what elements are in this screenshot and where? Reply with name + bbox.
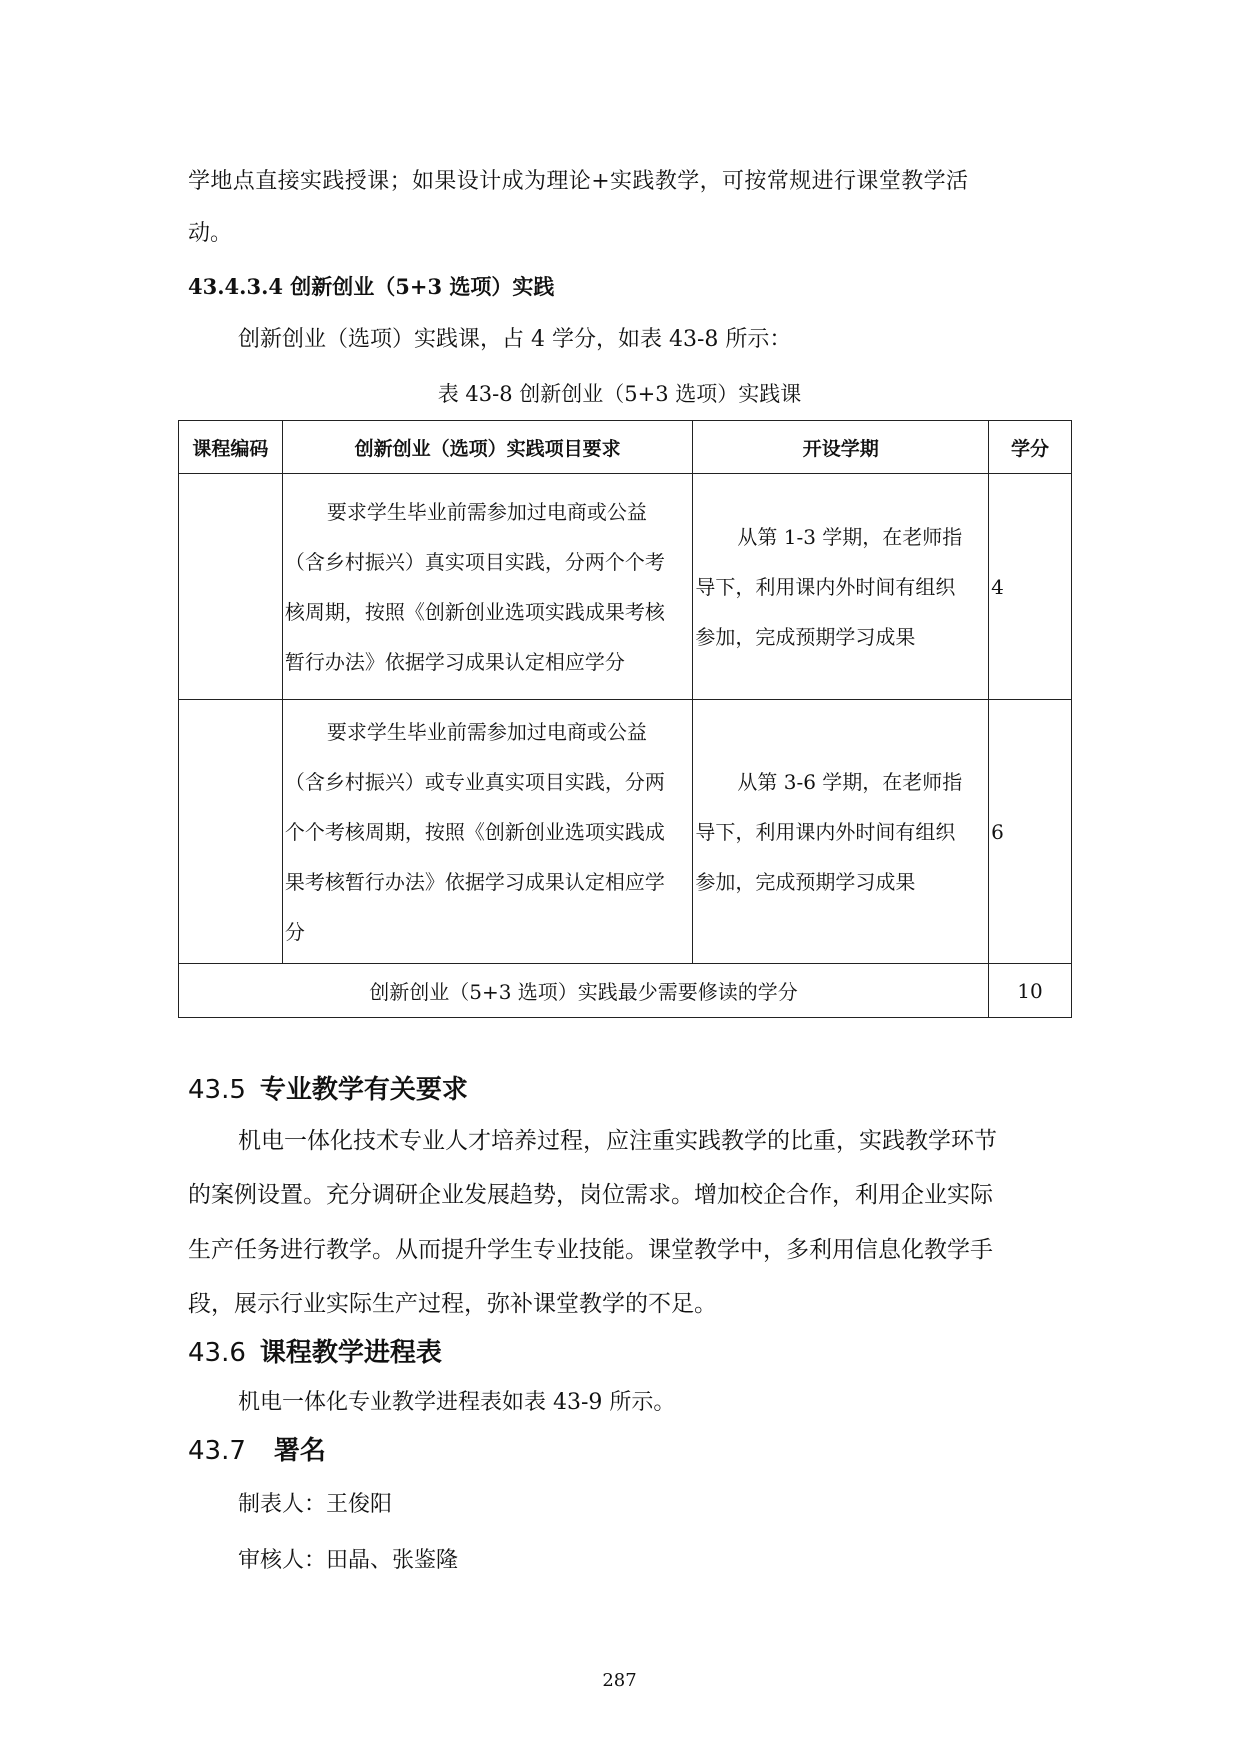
table-header-row	[179, 421, 1072, 474]
section-43-5-line: 的案例设置。充分调研企业发展趋势，岗位需求。增加校企合作，利用企业实际	[188, 1182, 993, 1208]
requirement-line: 果考核暂行办法》依据学习成果认定相应学	[284, 869, 665, 894]
intro-line-1: 学地点直接实践授课；如果设计成为理论+实践教学，可按常规进行课堂教学活	[188, 169, 969, 194]
term-line: 导下，利用课内外时间有组织	[695, 819, 956, 844]
term-line: 参加，完成预期学习成果	[695, 869, 916, 894]
section-43-4-3-4-paragraph: 创新创业（选项）实践课，占 4 学分，如表 43-8 所示：	[238, 327, 792, 352]
header-project-requirement: 创新创业（选项）实践项目要求	[282, 421, 693, 474]
cell-term	[693, 474, 989, 700]
practice-course-table	[178, 420, 1072, 1018]
requirement-line: 要求学生毕业前需参加过电商或公益	[326, 499, 647, 524]
cell-credit	[989, 474, 1072, 700]
section-title: 署名	[273, 1436, 326, 1466]
section-43-6-paragraph: 机电一体化专业教学进程表如表 43-9 所示。	[238, 1390, 676, 1415]
maker-line: 制表人：王俊阳	[238, 1492, 393, 1517]
intro-line-2: 动。	[188, 221, 233, 246]
section-43-5-line: 生产任务进行教学。从而提升学生专业技能。课堂教学中，多利用信息化教学手	[188, 1237, 993, 1263]
cell-course-code	[179, 700, 283, 964]
section-43-6-heading	[188, 1336, 442, 1370]
reviewer-line: 审核人：田晶、张鉴隆	[238, 1548, 459, 1573]
requirement-line: （含乡村振兴）或专业真实项目实践，分两	[284, 769, 665, 794]
cell-course-code	[179, 474, 283, 700]
header-term: 开设学期	[693, 421, 989, 474]
section-title: 课程教学进程表	[259, 1338, 442, 1368]
section-43-4-3-4-heading: 43.4.3.4 创新创业（5+3 选项）实践	[188, 274, 555, 299]
cell-term	[693, 700, 989, 964]
section-title: 专业教学有关要求	[259, 1075, 468, 1105]
requirement-line: 个个考核周期，按照《创新创业选项实践成	[284, 819, 665, 844]
section-43-5-heading	[188, 1073, 468, 1107]
requirement-line: （含乡村振兴）真实项目实践，分两个个考	[284, 549, 665, 574]
cell-requirement	[282, 474, 693, 700]
section-43-5-line: 段，展示行业实际生产过程，弥补课堂教学的不足。	[188, 1291, 717, 1317]
credit-value: 6	[991, 819, 1004, 844]
cell-requirement	[282, 700, 693, 964]
term-line: 从第 1-3 学期，在老师指	[737, 524, 963, 549]
cell-credit	[989, 700, 1072, 964]
requirement-line: 暂行办法》依据学习成果认定相应学分	[284, 649, 625, 674]
requirement-line: 分	[284, 919, 305, 944]
footer-label: 创新创业（5+3 选项）实践最少需要修读的学分	[179, 964, 989, 1018]
term-line: 从第 3-6 学期，在老师指	[737, 769, 963, 794]
section-number: 43.7	[188, 1436, 246, 1466]
table-row	[179, 700, 1072, 964]
requirement-line: 要求学生毕业前需参加过电商或公益	[326, 719, 647, 744]
requirement-line: 核周期，按照《创新创业选项实践成果考核	[284, 599, 665, 624]
term-line: 参加，完成预期学习成果	[695, 624, 916, 649]
credit-value: 4	[991, 574, 1004, 599]
footer-total-credit: 10	[989, 964, 1072, 1018]
page-number: 287	[602, 1670, 637, 1691]
table-row	[179, 474, 1072, 700]
header-course-code: 课程编码	[179, 421, 283, 474]
section-43-5-line: 机电一体化技术专业人才培养过程，应注重实践教学的比重，实践教学环节	[238, 1128, 997, 1154]
table-footer-row	[179, 964, 1072, 1018]
section-number: 43.5	[188, 1075, 246, 1105]
table-caption: 表 43-8 创新创业（5+3 选项）实践课	[437, 382, 802, 406]
section-43-7-heading	[188, 1434, 326, 1468]
section-number: 43.6	[188, 1338, 246, 1368]
header-credit: 学分	[989, 421, 1072, 474]
term-line: 导下，利用课内外时间有组织	[695, 574, 956, 599]
